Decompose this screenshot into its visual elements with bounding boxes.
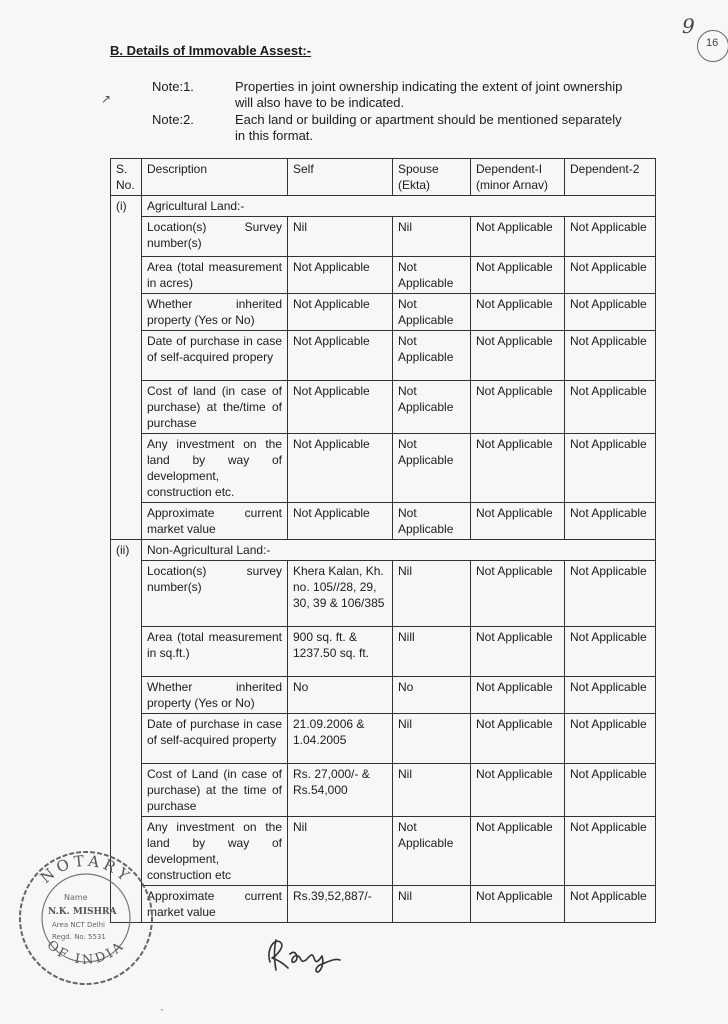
- stamp-line-4: Regd. No. 5531: [52, 933, 106, 941]
- cell-self: Not Applicable: [288, 434, 393, 503]
- cell-dependent-2: Not Applicable: [565, 257, 656, 294]
- table-header-row: [111, 159, 656, 196]
- cell-dependent-1: Not Applicable: [471, 714, 565, 764]
- cell-self: Rs. 27,000/- & Rs.54,000: [288, 764, 393, 817]
- cell-dependent-2: Not Applicable: [565, 294, 656, 331]
- cell-dependent-1: Not Applicable: [471, 257, 565, 294]
- stamp-bottom-text: OF INDIA: [43, 937, 129, 969]
- pen-mark: ↗: [101, 92, 112, 106]
- section-row: [111, 196, 656, 217]
- cell-description: Any investment on the land by way of development, construction etc: [142, 817, 288, 886]
- cell-self: Not Applicable: [288, 331, 393, 381]
- cell-dependent-2: Not Applicable: [565, 561, 656, 627]
- header-self: Self: [288, 159, 393, 196]
- note-2-text: Each land or building or apartment should be mentioned separately in this format.: [235, 112, 622, 143]
- table-row: [111, 627, 656, 677]
- cell-self: Not Applicable: [288, 503, 393, 540]
- stamp-line-1: Name: [64, 893, 88, 902]
- cell-description: Whether inherited property (Yes or No): [142, 294, 288, 331]
- cell-dependent-2: Not Applicable: [565, 503, 656, 540]
- cell-spouse: Nill: [393, 627, 471, 677]
- page-number-circle: [697, 30, 728, 62]
- section-number: (ii): [111, 540, 142, 923]
- cell-description: Approximate current market value: [142, 886, 288, 923]
- table-body: [111, 159, 656, 923]
- cell-description: Location(s) Survey number(s): [142, 217, 288, 257]
- section-title: Non-Agricultural Land:-: [142, 540, 656, 561]
- cell-description: Whether inherited property (Yes or No): [142, 677, 288, 714]
- cell-dependent-2: Not Applicable: [565, 627, 656, 677]
- cell-dependent-2: Not Applicable: [565, 817, 656, 886]
- note-2-label: Note:2.: [152, 112, 194, 127]
- cell-self: Not Applicable: [288, 294, 393, 331]
- cell-self: Not Applicable: [288, 257, 393, 294]
- cell-dependent-2: Not Applicable: [565, 764, 656, 817]
- cell-self: Nil: [288, 817, 393, 886]
- cell-description: Area (total measurement in acres): [142, 257, 288, 294]
- cell-dependent-1: Not Applicable: [471, 627, 565, 677]
- cell-spouse: Nil: [393, 561, 471, 627]
- cell-dependent-1: Not Applicable: [471, 217, 565, 257]
- table-row: [111, 561, 656, 627]
- stamp-line-3: Area NCT Delhi: [52, 921, 105, 929]
- section-number: (i): [111, 196, 142, 540]
- cell-dependent-2: Not Applicable: [565, 677, 656, 714]
- cell-self: No: [288, 677, 393, 714]
- cell-self: 21.09.2006 & 1.04.2005: [288, 714, 393, 764]
- cell-dependent-1: Not Applicable: [471, 294, 565, 331]
- table-row: [111, 331, 656, 381]
- header-sno: S. No.: [111, 159, 142, 196]
- header-description: Description: [142, 159, 288, 196]
- table-row: [111, 217, 656, 257]
- cell-spouse: Not Applicable: [393, 294, 471, 331]
- section-title: Agricultural Land:-: [142, 196, 656, 217]
- cell-spouse: Not Applicable: [393, 817, 471, 886]
- cell-spouse: Not Applicable: [393, 434, 471, 503]
- cell-self: Khera Kalan, Kh. no. 105//28, 29, 30, 39 & 106/385: [288, 561, 393, 627]
- cell-spouse: Not Applicable: [393, 381, 471, 434]
- table-row: [111, 714, 656, 764]
- cell-description: Area (total measurement in sq.ft.): [142, 627, 288, 677]
- table-row: [111, 257, 656, 294]
- cell-description: Approximate current market value: [142, 503, 288, 540]
- cell-self: Not Applicable: [288, 381, 393, 434]
- cell-self: Rs.39,52,887/-: [288, 886, 393, 923]
- cell-dependent-2: Not Applicable: [565, 331, 656, 381]
- handwritten-signature: [262, 932, 352, 974]
- cell-dependent-2: Not Applicable: [565, 714, 656, 764]
- stamp-top-text: NOTARY: [36, 851, 136, 888]
- cell-spouse: Not Applicable: [393, 503, 471, 540]
- immovable-assets-table: [110, 158, 656, 923]
- cell-dependent-1: Not Applicable: [471, 817, 565, 886]
- cell-dependent-2: Not Applicable: [565, 381, 656, 434]
- cell-dependent-1: Not Applicable: [471, 381, 565, 434]
- cell-dependent-2: Not Applicable: [565, 886, 656, 923]
- cell-dependent-1: Not Applicable: [471, 561, 565, 627]
- table-row: [111, 381, 656, 434]
- table-row: [111, 817, 656, 886]
- cell-spouse: No: [393, 677, 471, 714]
- cell-description: Cost of Land (in case of purchase) at the time of purchase: [142, 764, 288, 817]
- cell-dependent-1: Not Applicable: [471, 331, 565, 381]
- table-row: [111, 294, 656, 331]
- dot-mark: ·: [160, 1002, 164, 1016]
- cell-description: Any investment on the land by way of development, construction etc.: [142, 434, 288, 503]
- cell-self: Nil: [288, 217, 393, 257]
- cell-spouse: Nil: [393, 714, 471, 764]
- cell-spouse: Nil: [393, 217, 471, 257]
- cell-dependent-1: Not Applicable: [471, 503, 565, 540]
- section-row: [111, 540, 656, 561]
- header-spouse: Spouse (Ekta): [393, 159, 471, 196]
- cell-dependent-1: Not Applicable: [471, 764, 565, 817]
- table-row: [111, 503, 656, 540]
- cell-dependent-1: Not Applicable: [471, 434, 565, 503]
- cell-dependent-1: Not Applicable: [471, 886, 565, 923]
- header-dependent-2: Dependent-2: [565, 159, 656, 196]
- cell-spouse: Not Applicable: [393, 257, 471, 294]
- cell-spouse: Not Applicable: [393, 331, 471, 381]
- cell-dependent-2: Not Applicable: [565, 434, 656, 503]
- cell-description: Cost of land (in case of purchase) at the/time of purchase: [142, 381, 288, 434]
- table-row: [111, 677, 656, 714]
- svg-text:OF INDIA: [44, 938, 129, 968]
- stamp-line-2: N.K. MISHRA: [48, 907, 117, 917]
- table-row: [111, 886, 656, 923]
- cell-description: Date of purchase in case of self-acquired propery: [142, 331, 288, 381]
- handwritten-page-mark: 9: [682, 14, 695, 38]
- cell-dependent-2: Not Applicable: [565, 217, 656, 257]
- section-heading: B. Details of Immovable Assest:-: [110, 43, 312, 58]
- note-1-text: Properties in joint ownership indicating the extent of joint ownership will also have to be indicated.: [235, 79, 623, 110]
- svg-text:NOTARY: [37, 852, 136, 888]
- notary-stamp: [16, 848, 156, 988]
- table-row: [111, 764, 656, 817]
- table-row: [111, 434, 656, 503]
- cell-spouse: Nil: [393, 886, 471, 923]
- cell-description: Date of purchase in case of self-acquired property: [142, 714, 288, 764]
- header-dependent-1: Dependent-I (minor Arnav): [471, 159, 565, 196]
- page-number: 16: [706, 37, 719, 49]
- note-1-label: Note:1.: [152, 79, 194, 94]
- cell-dependent-1: Not Applicable: [471, 677, 565, 714]
- cell-spouse: Nil: [393, 764, 471, 817]
- cell-self: 900 sq. ft. & 1237.50 sq. ft.: [288, 627, 393, 677]
- cell-description: Location(s) survey number(s): [142, 561, 288, 627]
